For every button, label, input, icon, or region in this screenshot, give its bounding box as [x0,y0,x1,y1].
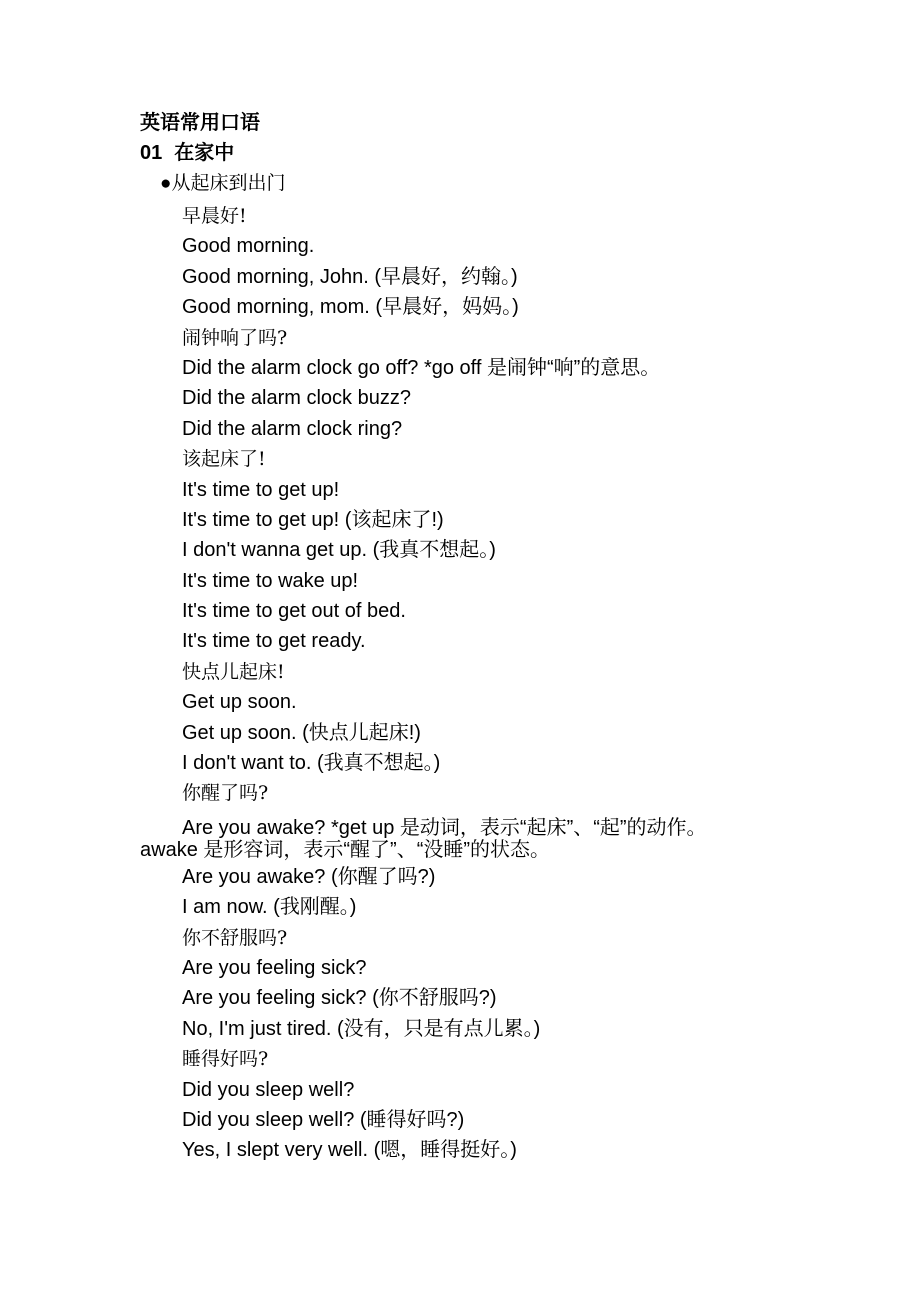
phrase-line: Are you awake? (你醒了吗?) [182,865,436,888]
phrase-line: It's time to get up! [182,478,340,501]
phrase-line: Are you feeling sick? [182,956,367,979]
phrase-line: 睡得好吗? [182,1048,269,1071]
phrase-line: It's time to wake up! [182,569,359,592]
phrase-line: Good morning, mom. (早晨好，妈妈。) [182,296,519,319]
phrase-line: Good morning. [182,235,315,258]
phrase-line-continuation: awake 是形容词，表示“醒了”、“没睡”的状态。 [140,838,551,861]
phrase-line: Get up soon. [182,691,297,714]
document-title: 英语常用口语 [140,112,260,134]
section-title: 在家中 [174,142,235,164]
phrase-line: Did you sleep well? (睡得好吗?) [182,1108,465,1131]
phrase-line: Did the alarm clock buzz? [182,387,411,410]
phrase-line: 你醒了吗? [182,782,269,805]
phrase-line: Yes, I slept very well. (嗯，睡得挺好。) [182,1139,517,1162]
phrase-line: No, I'm just tired. (没有，只是有点儿累。) [182,1017,541,1040]
phrase-line: It's time to get out of bed. [182,600,406,623]
phrase-line: 该起床了! [182,448,266,471]
subsection-heading: ●从起床到出门 [160,173,286,194]
phrase-line-part: Are you awake? *get up 是动词，表示“起床”、“起”的动作。 [182,816,707,839]
phrase-line: 快点儿起床! [182,660,285,683]
phrase-line: 早晨好! [182,205,247,227]
phrase-line: Did the alarm clock go off? *go off 是闹钟“响”的意思。 [182,356,661,379]
phrase-line: It's time to get ready. [182,630,366,653]
phrase-line: 你不舒服吗? [182,926,288,949]
phrase-line: I don't wanna get up. (我真不想起。) [182,539,496,562]
section-number: 01 [140,142,163,164]
phrase-line: Get up soon. (快点儿起床!) [182,721,421,744]
section-heading [140,140,234,166]
phrase-line: It's time to get up! (该起床了!) [182,508,444,531]
phrase-line: Did the alarm clock ring? [182,417,403,440]
phrase-line: 闹钟响了吗? [182,326,288,349]
phrase-line: I don't want to. (我真不想起。) [182,752,441,775]
phrase-line: Are you feeling sick? (你不舒服吗?) [182,987,497,1010]
phrase-line-wrapped [140,809,882,862]
phrase-list [140,201,882,1166]
phrase-line: Good morning, John. (早晨好，约翰。) [182,265,518,288]
phrase-line: I am now. (我刚醒。) [182,896,357,919]
phrase-line: Did you sleep well? [182,1078,355,1101]
